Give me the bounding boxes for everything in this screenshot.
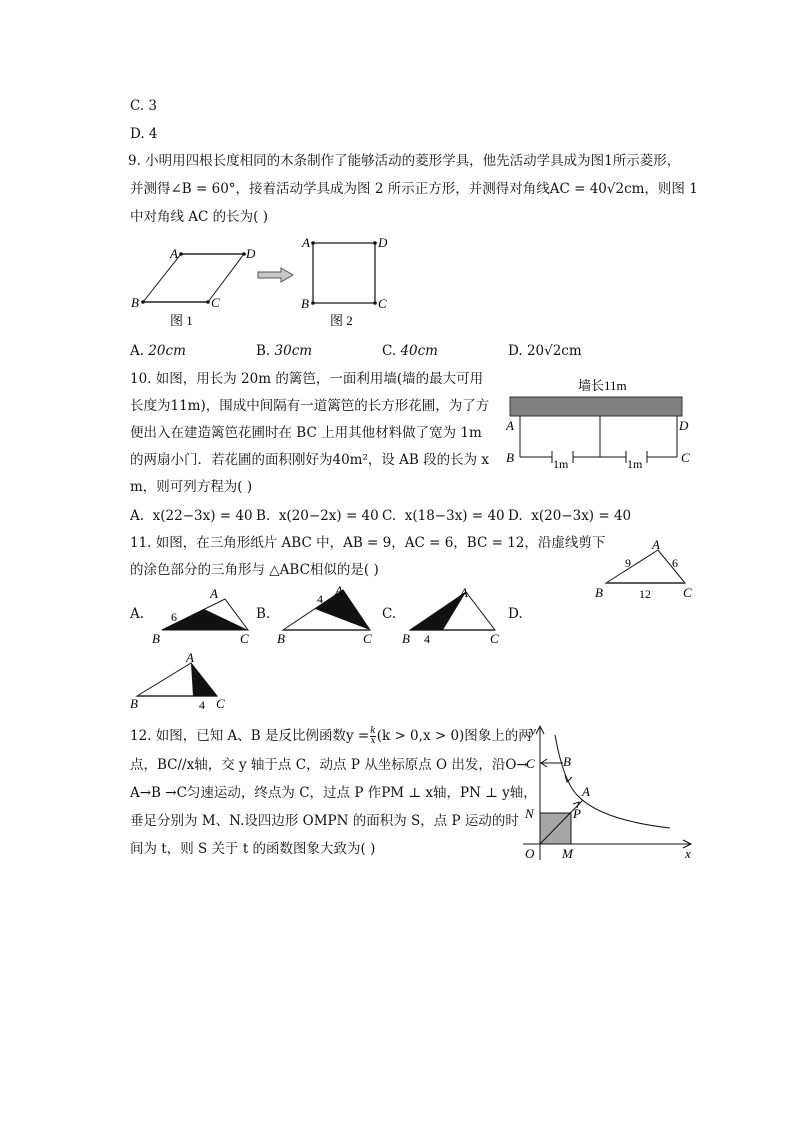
q10-text-line3: 便出入在建造篱笆花圃时在 BC 上用其他材料做了宽为 1m: [130, 425, 482, 441]
q11-option-a-key[interactable]: A.: [130, 606, 145, 622]
q9-fig1-label-a: A: [170, 246, 178, 261]
q11-main-label-a: A: [652, 537, 660, 552]
q10-option-b[interactable]: B. x(20−2x) = 40: [256, 508, 379, 524]
q9-text-line1: 9. 小明用四根长度相同的木条制作了能够活动的菱形学具，他先活动学具成为图1所示菱形，: [128, 153, 681, 169]
svg-text:4: 4: [199, 698, 205, 710]
svg-text:M: M: [562, 846, 573, 861]
svg-text:6: 6: [171, 610, 177, 624]
q10-option-d[interactable]: D. x(20−3x) = 40: [508, 508, 632, 524]
q11-option-d-figure[interactable]: [125, 648, 235, 710]
q11-text-line1: 11. 如图，在三角形纸片 ABC 中，AB = 9，AC = 6，BC = 12，沿虚线剪下: [130, 535, 606, 551]
prev-option-d: D. 4: [130, 126, 158, 142]
q11-main-label-b: B: [595, 585, 603, 600]
door-label-2: 1m: [627, 457, 643, 471]
svg-text:4: 4: [317, 592, 323, 606]
svg-text:4: 4: [424, 632, 430, 646]
q9-fig1-label-c: C: [211, 295, 220, 310]
prev-option-c: C. 3: [130, 98, 158, 114]
q9-text-line2: 并测得∠B = 60°，接着活动学具成为图 2 所示正方形，并测得对角线AC = 40√2cm，则图 1: [130, 181, 698, 197]
q9-fig2-label-d: D: [378, 235, 388, 250]
svg-text:C: C: [240, 631, 249, 646]
svg-text:B: B: [130, 696, 138, 710]
q12-text-line4: 垂足分别为 M、N.设四边形 OMPN 的面积为 S，点 P 运动的时: [130, 813, 519, 829]
q12-text-line2: 点，BC//x轴，交 y 轴于点 C，动点 P 从坐标原点 O 出发，沿O→: [130, 757, 528, 773]
q9-figures: [125, 232, 405, 332]
svg-text:B: B: [402, 631, 410, 646]
svg-text:B: B: [563, 754, 571, 769]
q10-text-line2: 长度为11m)，围成中间隔有一道篱笆的长方形花圃，为了方: [130, 398, 490, 414]
q9-option-a[interactable]: A. 20cm: [130, 343, 186, 359]
q11-main-label-c: C: [683, 585, 692, 600]
q11-side-ac: 6: [672, 556, 678, 570]
q11-side-ab: 9: [625, 556, 631, 570]
q12-coordinate-figure: [515, 720, 700, 865]
transform-arrow-icon: [258, 268, 293, 282]
svg-text:C: C: [526, 756, 535, 771]
q11-text-line2: 的涂色部分的三角形与 △ABC相似的是( ): [130, 562, 379, 578]
q10-label-b: B: [506, 450, 514, 465]
svg-text:P: P: [573, 806, 581, 821]
q9-fig1-caption: 图 1: [170, 313, 193, 328]
q9-options: [130, 343, 690, 361]
q10-text-line5: m，则可列方程为( ): [130, 479, 253, 495]
svg-text:A: A: [335, 585, 343, 598]
svg-text:A: A: [460, 585, 468, 600]
q9-option-d[interactable]: D. 20√2cm: [508, 343, 582, 359]
svg-text:B: B: [277, 631, 285, 646]
q10-option-c[interactable]: C. x(18−3x) = 40: [382, 508, 505, 524]
q9-fig2-label-a: A: [302, 235, 310, 250]
q9-fig1-label-d: D: [246, 246, 256, 261]
q9-text-line3: 中对角线 AC 的长为( ): [130, 209, 268, 225]
q11-option-c-key[interactable]: C.: [382, 606, 397, 622]
q11-main-triangle: [588, 535, 698, 605]
wall-rect: [510, 397, 682, 416]
fraction-k-over-x: $\frac{k}{x}$: [370, 726, 376, 746]
door-label-1: 1m: [553, 457, 569, 471]
q9-fig2-label-c: C: [378, 296, 387, 311]
q11-option-b-figure[interactable]: [275, 585, 385, 647]
q10-label-c: C: [681, 450, 690, 465]
q11-side-bc: 12: [639, 587, 651, 601]
svg-text:C: C: [216, 696, 225, 710]
q11-option-d-key[interactable]: D.: [508, 606, 523, 622]
q9-fig1-label-b: B: [131, 295, 139, 310]
q12-text-line1: 12. 如图，已知 A、B 是反比例函数y = $\frac{k}{x}$ (k > 0,x > 0)图象上的两: [130, 726, 532, 746]
q9-option-c[interactable]: C. 40cm: [382, 343, 438, 359]
q12-text-line3: A→B →C匀速运动，终点为 C，过点 P 作PM ⊥ x轴，PN ⊥ y轴，: [130, 785, 537, 801]
svg-text:x: x: [685, 846, 691, 861]
q10-label-a: A: [506, 418, 514, 433]
q9-fig2-caption: 图 2: [330, 313, 353, 328]
q10-text-line1: 10. 如图，用长为 20m 的篱笆，一面利用墙(墙的最大可用: [130, 371, 484, 387]
svg-text:A: A: [210, 586, 218, 601]
q11-option-a-figure[interactable]: [150, 585, 255, 647]
square-figure-2: [301, 235, 388, 328]
svg-text:C: C: [490, 631, 499, 646]
rhombus-figure-1: [131, 246, 256, 328]
q9-option-b[interactable]: B. 30cm: [256, 343, 313, 359]
q10-options: [130, 508, 690, 526]
wall-length-label: 墙长11m: [578, 378, 627, 393]
svg-text:O: O: [525, 846, 535, 861]
q12-text-line5: 间为 t，则 S 关于 t 的函数图象大致为( ): [130, 841, 376, 857]
svg-text:A: A: [186, 650, 194, 665]
svg-text:C: C: [363, 631, 372, 646]
q10-garden-figure: [500, 372, 700, 472]
q10-option-a[interactable]: A. x(22−3x) = 40: [130, 508, 253, 524]
q11-option-b-key[interactable]: B.: [256, 606, 271, 622]
svg-text:N: N: [525, 806, 534, 821]
q10-text-line4: 的两扇小门．若花圃的面积刚好为40m²，设 AB 段的长为 x: [130, 452, 490, 468]
q10-label-d: D: [679, 418, 689, 433]
svg-text:y: y: [530, 723, 536, 738]
svg-text:B: B: [152, 631, 160, 646]
q9-fig2-label-b: B: [301, 296, 309, 311]
svg-text:A: A: [582, 784, 590, 799]
q11-option-c-figure[interactable]: [400, 585, 505, 647]
